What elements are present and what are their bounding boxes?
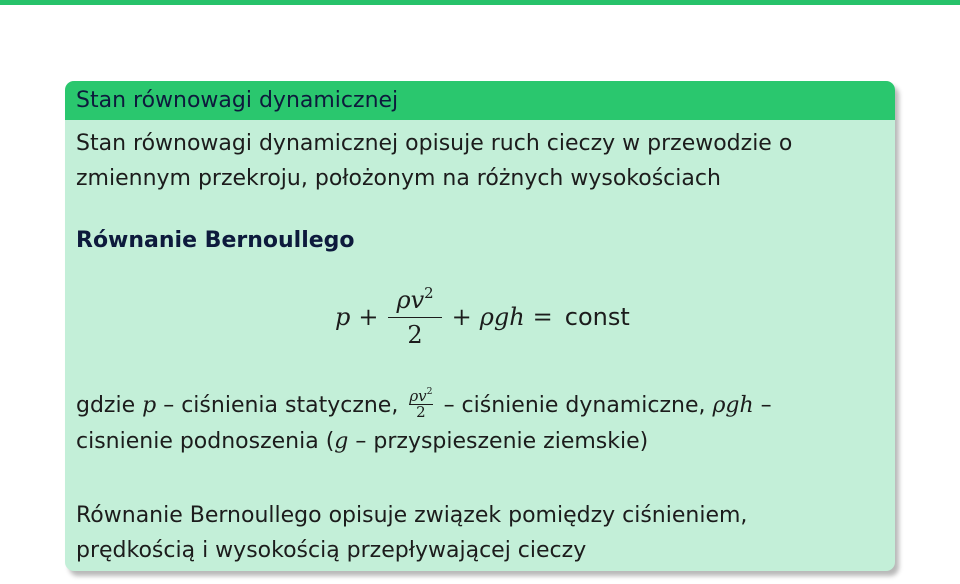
where-line-2 [76,424,883,459]
eq-const: const [564,303,630,331]
eq-p: p [335,303,351,331]
where-p-desc: – ciśnienia statyczne, [163,393,399,418]
definition-block [65,81,895,571]
eq-equals: = [532,303,553,331]
eq-frac-numerator: ρv [396,286,425,314]
where-line-1 [76,385,883,424]
where-dyn-desc: – ciśnienie dynamiczne, [443,393,706,418]
top-accent-bar [0,0,960,5]
block-title: Stan równowagi dynamicznej [65,81,895,120]
bernoulli-heading: Równanie Bernoullego [76,228,355,253]
where-frac-numerator: ρv [409,386,427,405]
eq-frac-denominator: 2 [388,317,441,349]
intro-line-1: Stan równowagi dynamicznej opisuje ruch cieczy w przewodzie o [76,131,793,156]
where-line2-end: – przyspieszenie ziemskie) [355,428,649,454]
where-dash: – [760,393,772,418]
eq-plus-2: + [451,303,472,331]
where-rgh-symbol: ρgh [712,393,754,418]
where-g-symbol: g [334,428,349,454]
eq-rho-g-h: ρgh [479,303,525,331]
eq-fraction [392,285,437,349]
where-paragraph [76,385,883,459]
intro-line-2: zmiennym przekroju, położonym na różnych wysokościach [76,166,721,191]
bernoulli-equation [335,285,630,349]
where-frac-exponent: 2 [426,385,433,397]
summary-paragraph [76,498,883,568]
summary-line-2: prędkością i wysokością przepływającej cieczy [76,538,587,563]
where-p-symbol: p [142,393,157,418]
where-fraction [409,385,432,420]
where-frac-denominator: 2 [409,404,432,420]
eq-frac-exponent: 2 [424,283,434,302]
summary-line-1: Równanie Bernoullego opisuje związek pomiędzy ciśnieniem, [76,503,748,528]
intro-paragraph [76,126,883,196]
where-gdzie: gdzie [76,393,136,418]
eq-plus-1: + [358,303,379,331]
where-line2-start: cisnienie podnoszenia ( [76,428,335,454]
